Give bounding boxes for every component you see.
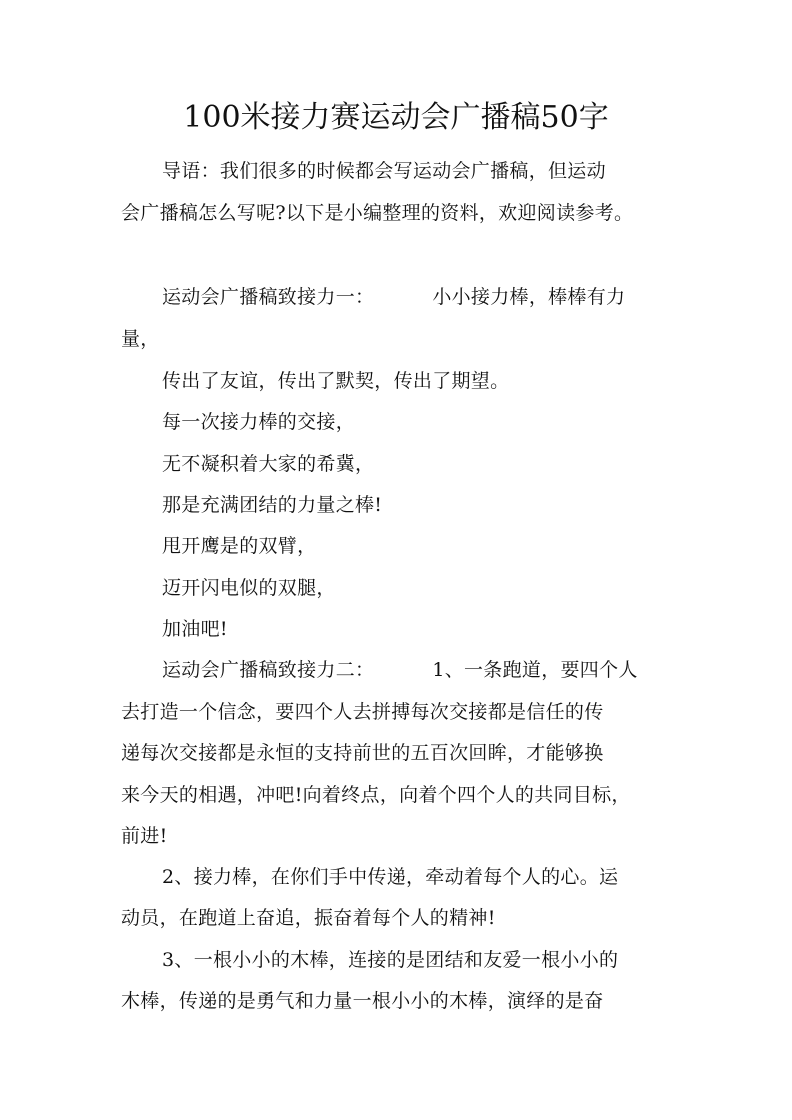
section2-p2-line-1: 2、接力棒，在你们手中传递，牵动着每个人的心。运 [162, 866, 619, 888]
section2-p1-line: 前进! [121, 825, 168, 847]
section2-p3-line-2: 木棒，传递的是勇气和力量一根小小的木棒，演绎的是奋 [121, 990, 604, 1012]
section1-line: 传出了友谊，传出了默契，传出了期望。 [162, 370, 510, 392]
section1-first-line-wrap: 量， [121, 328, 160, 350]
intro-line-1: 导语：我们很多的时候都会写运动会广播稿，但运动 [162, 160, 606, 182]
section1-line: 迈开闪电似的双腿， [162, 577, 336, 599]
intro-line-2: 会广播稿怎么写呢?以下是小编整理的资料，欢迎阅读参考。 [121, 202, 634, 224]
section1-line: 无不凝积着大家的希冀， [162, 453, 375, 475]
section2-p1-first-rest: 1、一条跑道，要四个人 [432, 659, 638, 681]
section2-p2-line-2: 动员，在跑道上奋追，振奋着每个人的精神! [121, 907, 496, 929]
section1-heading: 运动会广播稿致接力一： [162, 286, 375, 308]
section2-p1-line: 来今天的相遇，冲吧!向着终点，向着个四个人的共同目标， [121, 784, 631, 806]
section2-first-line [162, 657, 638, 683]
section1-line: 每一次接力棒的交接， [162, 411, 356, 433]
section1-line: 那是充满团结的力量之棒! [162, 494, 383, 516]
section1-line: 加油吧! [162, 618, 228, 640]
section2-p1-line: 去打造一个信念，要四个人去拼搏每次交接都是信任的传 [121, 701, 604, 723]
document-title: 100米接力赛运动会广播稿50字 [183, 100, 609, 135]
section1-first-line [162, 284, 625, 310]
section2-p3-line-1: 3、一根小小的木棒，连接的是团结和友爱一根小小的 [162, 949, 619, 971]
section2-heading: 运动会广播稿致接力二： [162, 659, 375, 681]
section2-p1-line: 递每次交接都是永恒的支持前世的五百次回眸，才能够换 [121, 742, 604, 764]
section1-first-line-rest: 小小接力棒，棒棒有力 [432, 286, 626, 308]
section1-line: 甩开鹰是的双臂， [162, 535, 317, 557]
